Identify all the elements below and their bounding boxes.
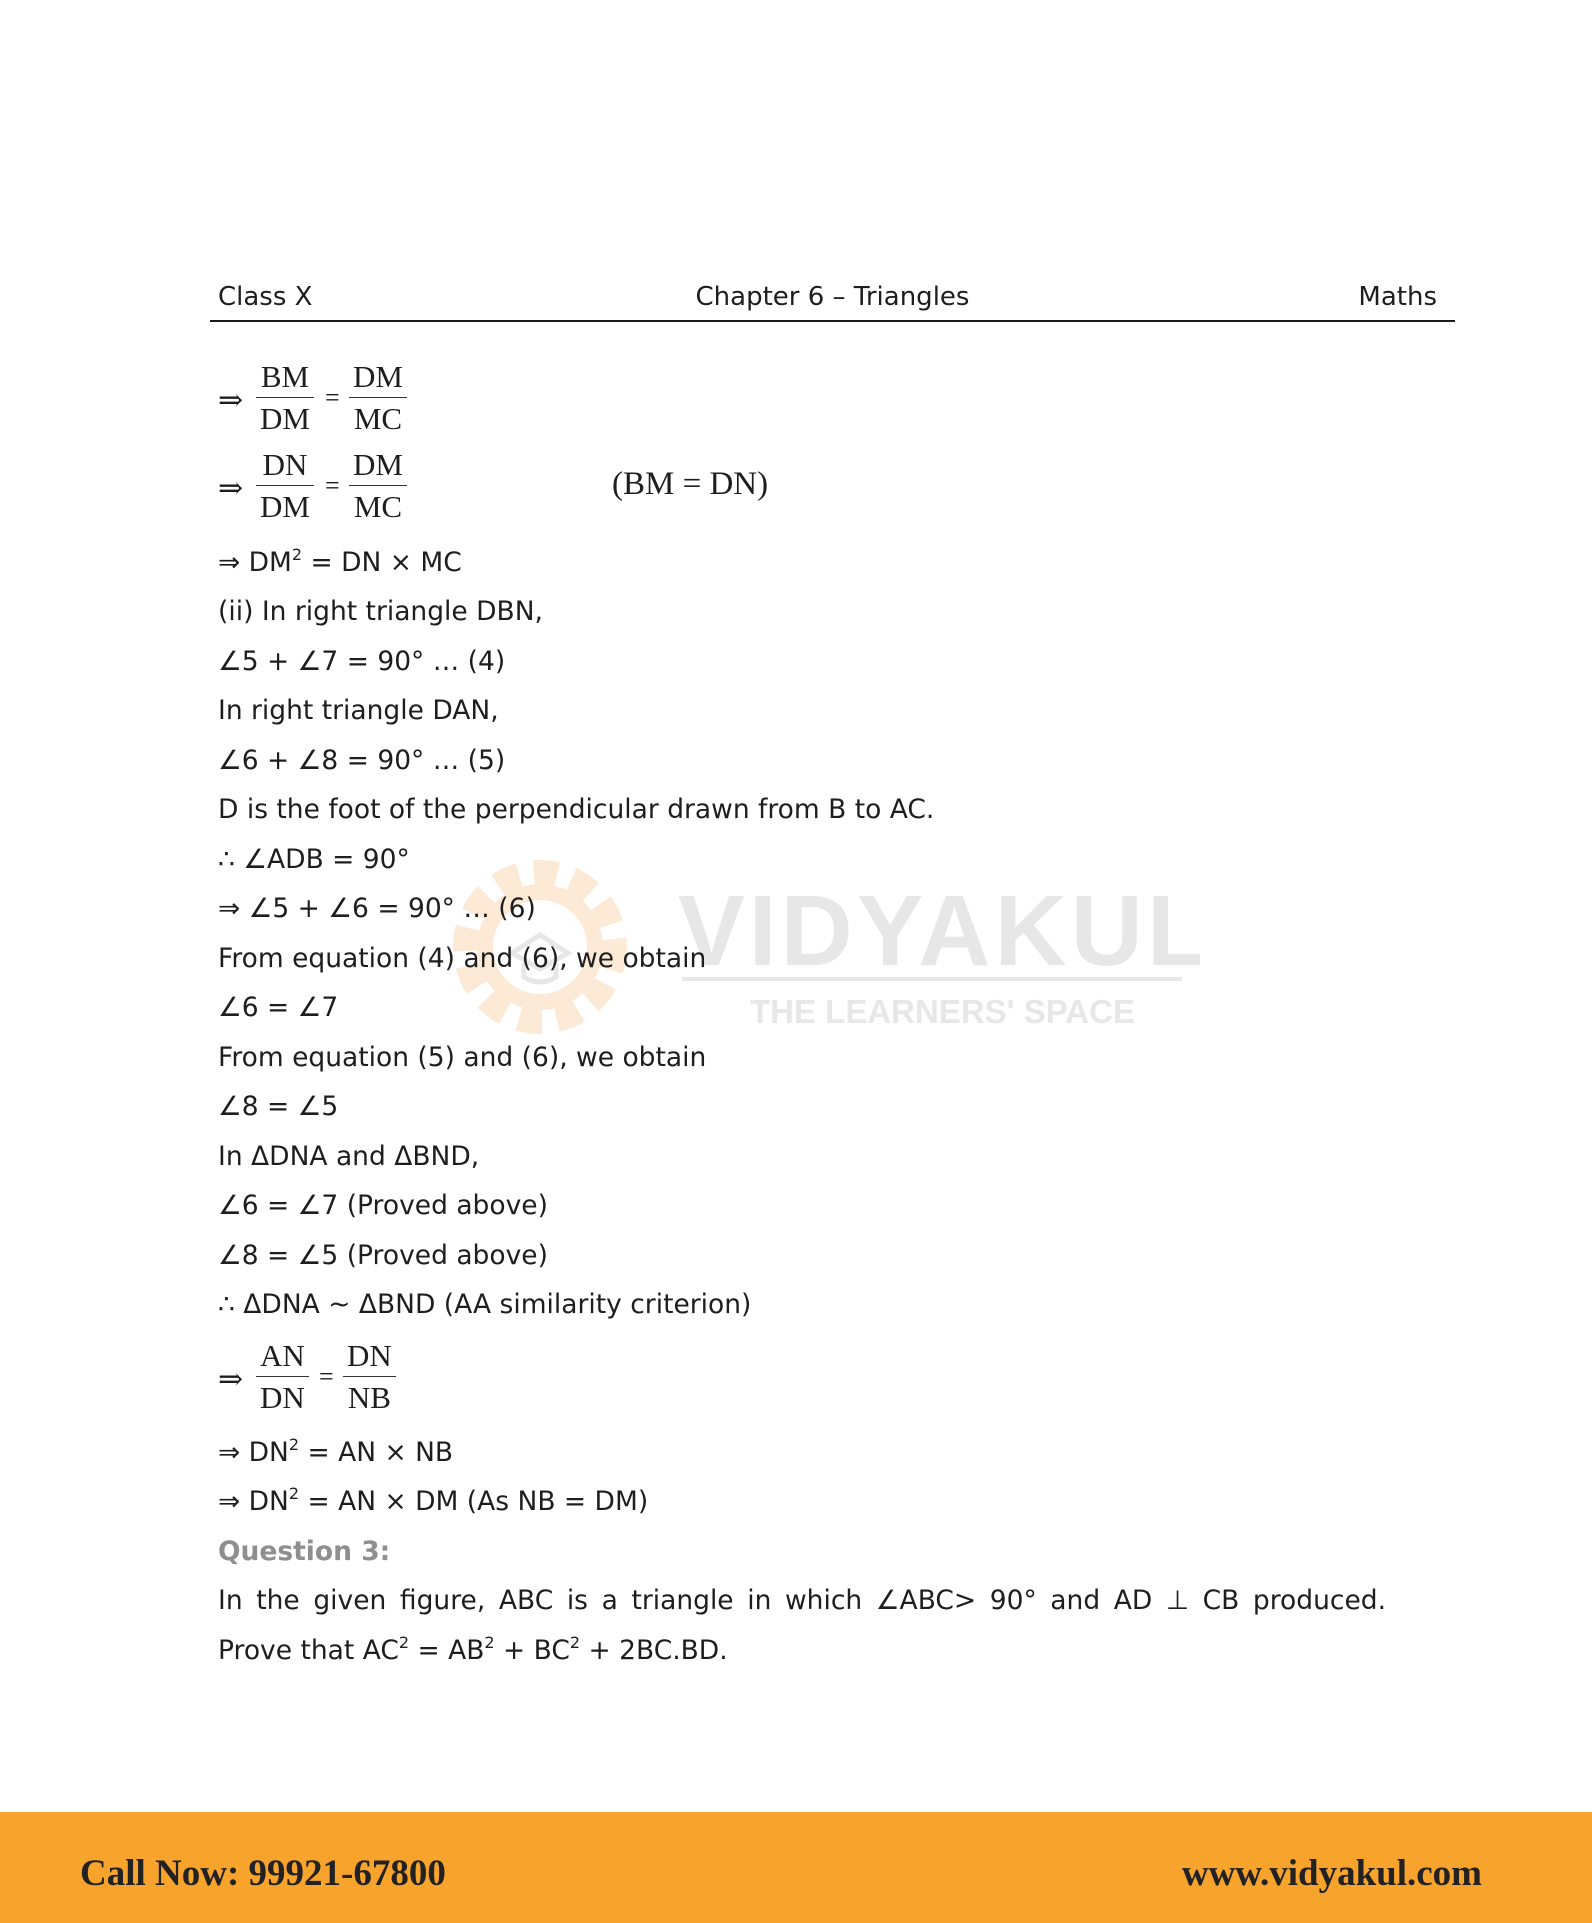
line-angle-eq-6: ⇒ ∠5 + ∠6 = 90° … (6) — [218, 893, 536, 924]
implies-symbol: ⇒ — [218, 472, 244, 505]
fraction-dm-mc — [349, 357, 407, 440]
line-angle-adb: ∴ ∠ADB = 90° — [218, 844, 410, 875]
watermark-brand: VIDYAKUL — [678, 875, 1200, 987]
line-angle8-eq-angle5: ∠8 = ∠5 — [218, 1091, 339, 1122]
question-text: In the given figure, ABC is a triangle in which ∠ABC> 90° and AD ⊥ CB produced. — [218, 1585, 1386, 1616]
question-title: Question 3: — [218, 1536, 391, 1567]
line-foot-perpendicular: D is the foot of the perpendicular drawn from B to AC. — [218, 794, 935, 825]
line-angle-eq-4: ∠5 + ∠7 = 90° … (4) — [218, 646, 506, 677]
question-prove: Prove that $AC^2 = AB^2 + BC^2 + 2BC.BD$. — [218, 1633, 728, 1666]
fraction-dm-mc — [349, 445, 407, 528]
fraction-bm-dm — [256, 357, 314, 440]
denominator: NB — [347, 1380, 391, 1415]
footer-banner — [0, 1812, 1592, 1923]
line-from-eq-5-6: From equation (5) and (6), we obtain — [218, 1042, 707, 1073]
numerator: AN — [256, 1336, 309, 1377]
equation-note: (BM = DN) — [612, 466, 769, 502]
equation-bm-dm — [218, 357, 438, 447]
line-angle-eq-5: ∠6 + ∠8 = 90° … (5) — [218, 745, 506, 776]
numerator: DN — [256, 445, 314, 486]
line-proved-8-5: ∠8 = ∠5 (Proved above) — [218, 1240, 548, 1271]
implies-symbol: ⇒ — [218, 1363, 244, 1396]
denominator: DM — [260, 489, 310, 524]
header-chapter: Chapter 6 – Triangles — [695, 282, 970, 312]
implies-symbol: ⇒ — [218, 384, 244, 417]
numerator: BM — [256, 357, 314, 398]
equals-sign: = — [319, 1362, 334, 1391]
numerator: DN — [343, 1336, 396, 1377]
equation-an-dn — [218, 1336, 438, 1426]
line-proved-6-7: ∠6 = ∠7 (Proved above) — [218, 1190, 548, 1221]
line-right-triangle-dbn: (ii) In right triangle DBN, — [218, 596, 543, 627]
numerator: DM — [349, 445, 407, 486]
numerator: DM — [349, 357, 407, 398]
denominator: DN — [260, 1380, 305, 1415]
header-subject: Maths — [1358, 282, 1437, 312]
equals-sign: = — [325, 471, 340, 500]
line-dn-squared-an-dm: ⇒ $DN^2$ = AN × DM (As NB = DM) — [218, 1484, 649, 1517]
line-dn-squared-an-nb: ⇒ $DN^2$ = AN × NB — [218, 1435, 454, 1468]
line-similarity: ∴ ΔDNA ~ ΔBND (AA similarity criterion) — [218, 1289, 752, 1320]
denominator: MC — [353, 489, 403, 524]
line-dm-squared: ⇒ $DM^2$ = DN × MC — [218, 545, 462, 578]
website-link[interactable]: www.vidyakul.com — [1181, 1853, 1482, 1894]
header-class: Class X — [218, 282, 313, 312]
denominator: MC — [353, 401, 403, 436]
line-from-eq-4-6: From equation (4) and (6), we obtain — [218, 943, 707, 974]
fraction-dn-nb — [343, 1336, 396, 1419]
equals-sign: = — [325, 383, 340, 412]
page-header — [210, 278, 1455, 322]
fraction-an-dn — [256, 1336, 309, 1419]
fraction-dn-dm — [256, 445, 314, 528]
line-right-triangle-dan: In right triangle DAN, — [218, 695, 499, 726]
watermark-tagline: THE LEARNERS' SPACE — [750, 993, 1135, 1030]
line-triangles-dna-bnd: In ΔDNA and ΔBND, — [218, 1141, 480, 1172]
denominator: DM — [260, 401, 310, 436]
line-angle6-eq-angle7: ∠6 = ∠7 — [218, 992, 339, 1023]
call-now-text: Call Now: 99921-67800 — [80, 1853, 446, 1894]
